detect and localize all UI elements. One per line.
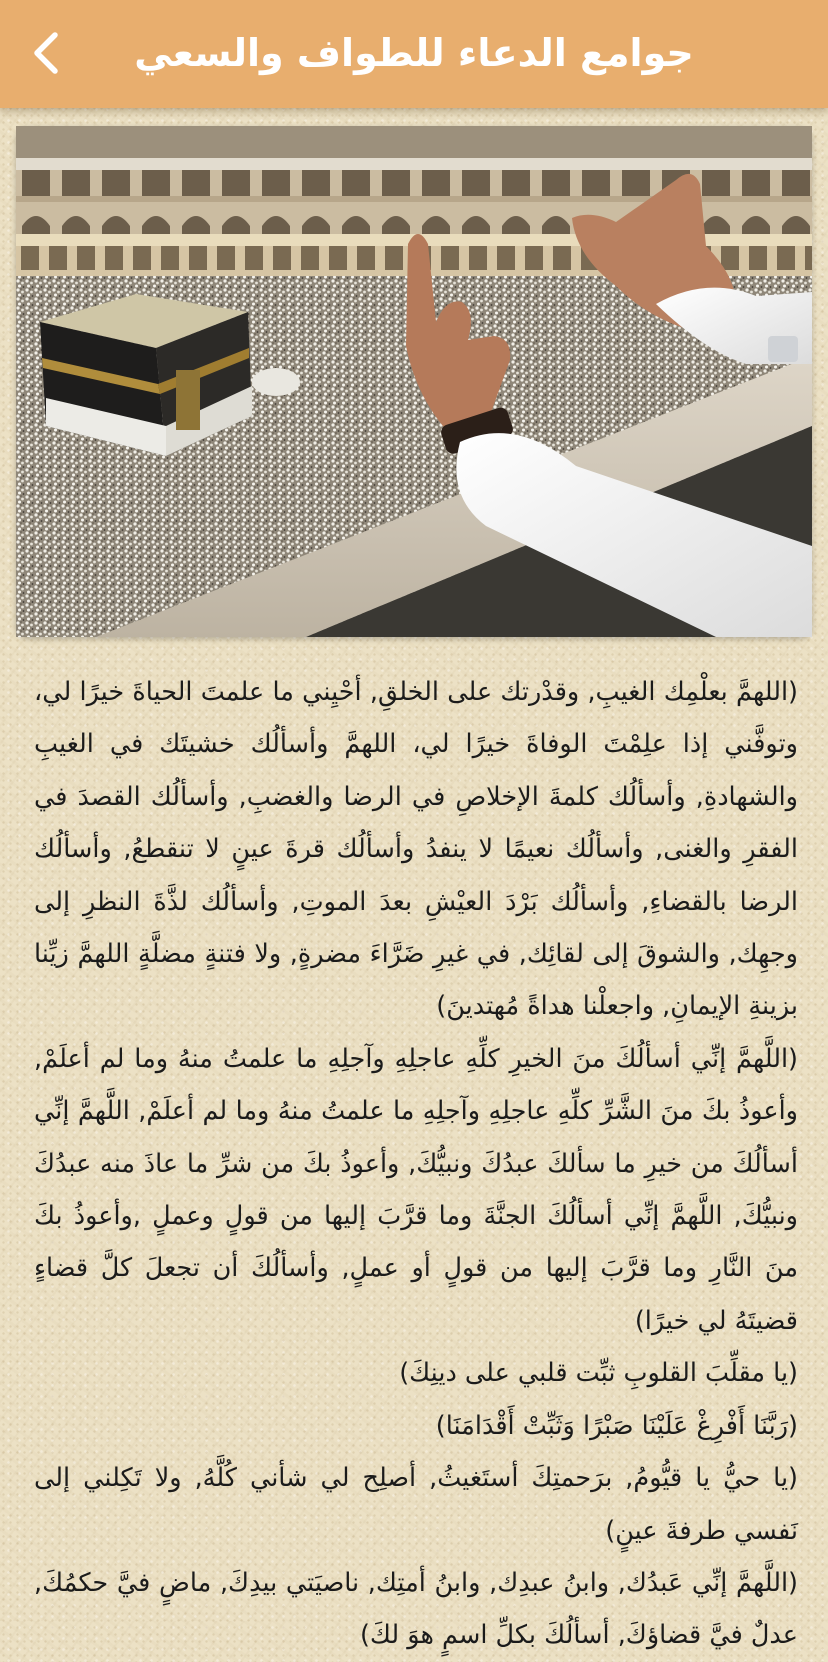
dua-paragraph: (اللَّهمَّ إنِّي عَبدُك, وابنُ عبدِك, وابنُ أمتِك, ناصيَتي بيدِكَ, ماضٍ فيَّ حكمُكَ, عدلٌ فيَّ قضاؤكَ, أسألُكَ بكلِّ اسمٍ هوَ لكَ) — [34, 1567, 798, 1651]
app-bar — [0, 0, 828, 108]
dua-text — [34, 666, 798, 1662]
chevron-left-icon — [31, 31, 61, 75]
hero-image — [16, 126, 812, 637]
dua-paragraph: (يا حيُّ يا قيُّومُ, برَحمتِكَ أستَغيثُ, أصلِح لي شأني كُلَّهُ, ولا تَكِلني إلى نَفسي طرفةَ عينٍ) — [34, 1463, 798, 1546]
dua-paragraph: (يا مقلِّبَ القلوبِ ثبِّت قلبي على دينِكَ) — [399, 1358, 798, 1389]
page-title: جوامع الدعاء للطواف والسعي — [134, 31, 694, 75]
dua-paragraph: (اللهمَّ بعلْمِك الغيبِ, وقدْرتك على الخلقِ, أحْيِني ما علمتَ الحياةَ خيرًا لي، وتوفَّني إذا علِمْتَ الوفاةَ خيرًا لي، اللهمَّ وأسألُك خشيتَك في الغيبِ والشهادةِ, وأسألُك كلمةَ الإخلاصِ في الرضا والغضبِ, وأسألُك القصدَ في الفقرِ والغنى, وأسألُك نعيمًا لا ينفدُ وأسألُك قرةَ عينٍ لا تنقطعُ, وأسألُك الرضا بالقضاءِ, وأسألُك بَرْدَ العيْشِ بعدَ الموتِ, وأسألُك لذَّةَ النظرِ إلى وجهِك, والشوقَ إلى لقائِك, في غيرِ ضَرَّاءَ مضرةٍ, ولا فتنةٍ مضلَّةٍ اللهمَّ زيِّنا بزينةِ الإيمانِ, واجعلْنا هداةً مُهتدينَ) — [34, 677, 798, 1022]
back-button[interactable] — [22, 26, 70, 80]
dua-paragraph: (اللَّهمَّ إنِّي أسألُكَ منَ الخيرِ كلِّهِ عاجلِهِ وآجلِهِ ما علمتُ منهُ وما لم أعلَمْ, وأعوذُ بكَ منَ الشَّرِّ كلِّهِ عاجلِهِ وآجلِهِ ما علمتُ منهُ وما لم أعلَمْ, اللَّهمَّ إنِّي أسألُكَ من خيرِ ما سألكَ عبدُكَ ونبيُّكَ, وأعوذُ بكَ من شرِّ ما عاذَ منه عبدُكَ ونبيُّكَ, اللَّهمَّ إنِّي أسألُكَ الجنَّةَ وما قرَّبَ إليها من قولٍ وعملٍ ,وأعوذُ بكَ منَ النَّارِ وما قرَّبَ إليها من قولٍ أو عملٍ, وأسألُكَ أن تجعلَ كلَّ قضاءٍ قضيتَهُ لي خيرًا) — [34, 1043, 798, 1336]
dua-paragraph: (رَبَّنَا أَفْرِغْ عَلَيْنَا صَبْرًا وَثَبِّتْ أَقْدَامَنَا) — [435, 1410, 798, 1441]
